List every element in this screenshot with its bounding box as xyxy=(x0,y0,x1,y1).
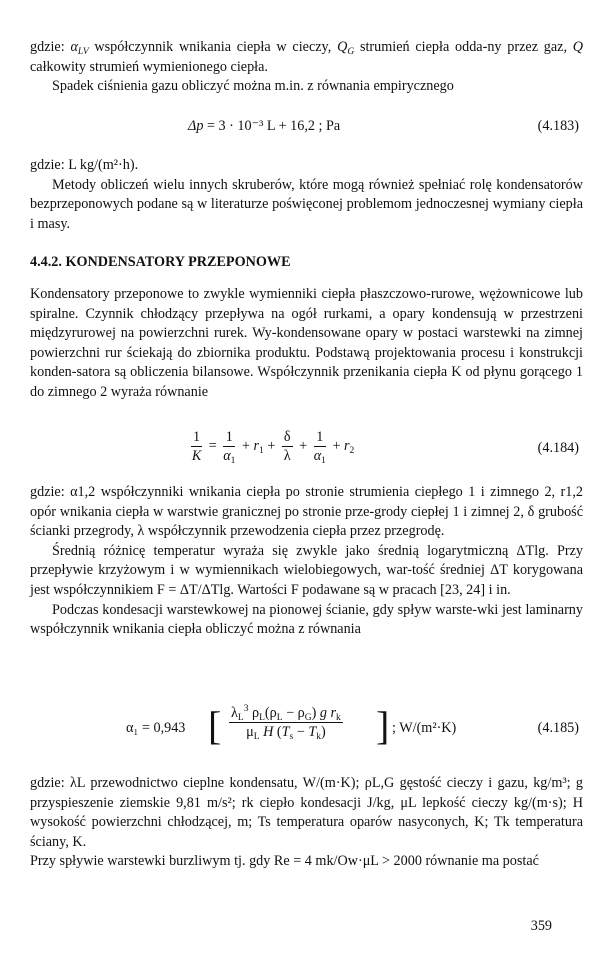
equation-4-183: Δp = 3 · 10⁻³ L + 16,2 ; Pa (4.183) xyxy=(188,118,579,134)
equation-4-184: $\frac{1}{K}$ = $\frac{1}{\alpha_1}$ + $r_1$ + $\frac{\delta}{\lambda}$ + $\frac{1}{\alpha_1}$ + $r_2$ (4.184) xyxy=(191,429,579,466)
page-number: 359 xyxy=(530,918,552,934)
paragraph-block-4 xyxy=(30,483,583,640)
equation-number: (4.185) xyxy=(537,720,579,736)
paragraph-turbulent: Przy spływie warstewki burzliwym tj. gdy Re = 4 mk/Ow·μL > 2000 równanie ma postać xyxy=(30,853,539,870)
equation-4-185: α₁ = 0,943 [ $\frac{\lambda_L^3 \rho_L(\rho_L - \rho_G) g r_k}{\mu_L H (T_s - T_k)}$ ] ; W/(m²·K) (4.185) xyxy=(126,703,579,748)
paragraph-definitions-lambda: gdzie: λL przewodnictwo cieplne kondensatu, W/(m·K); ρL,G gęstość cieczy i gazu, kg/m³; g przyspieszenie ziemskie 9,81 m/s²; rk ciepło kondesacji J/kg, μL lepkość cieczy kg/(m·s); H wysokość powierzchni chłodzącej, m; Ts temperatura oparów nasyconych, K; Tk temperatura ściany, K. xyxy=(30,775,583,850)
paragraph-block-1 xyxy=(30,38,583,97)
paragraph-condensation: Podczas kondesacji warstewkowej na pionowej ścianie, gdy spływ warste-wki jest laminarny współczynnik wnikania ciepła obliczyć można z równania xyxy=(30,601,583,638)
paragraph-definition-L: gdzie: L kg/(m²·h). xyxy=(30,157,139,173)
section-heading: 4.4.2. KONDENSATORY PRZEPONOWE xyxy=(30,254,291,270)
paragraph-block-5 xyxy=(30,774,583,872)
paragraph-block-3 xyxy=(30,285,583,403)
paragraph-block-2 xyxy=(30,156,583,234)
equation-number: (4.183) xyxy=(537,118,579,134)
equation-number: (4.184) xyxy=(537,440,579,456)
paragraph-methods: Metody obliczeń wielu innych skruberów, które mogą również spełniać rolę kondensatorów bezprzeponowych podane są w literaturze poświęconej problemom jednoczesnej wymiany ciepła i masy. xyxy=(30,176,583,232)
paragraph-definitions-1: gdzie: $\alpha_{LV}$ współczynnik wnikania ciepła w cieczy, $Q_G$ strumień ciepła odda-ny przez gaz, Q całkowity strumień wymienionego ciepła. xyxy=(30,39,584,75)
paragraph-condensers-intro: Kondensatory przeponowe to zwykle wymienniki ciepła płaszczowo-rurowe, wężownicowe lub spiralne. Czynnik chłodzący przepływa na ogół rurkami, a opary kondensują w przestrzeni międzyrurowej na powierzchni rurek. Wy-kondensowane opary w postaci warstewki na zimnej powierzchni rur ściekają do zbiornika produktu. Podstawą projektowania procesu i konstrukcji konden-satora są obliczenia bilansowe. Współczynnik przenikania ciepła K od płynu gorącego 1 do zimnego 2 wyraża równanie xyxy=(30,286,583,400)
paragraph-mean-temperature: Średnią różnicę temperatur wyraża się zwykle jako średnią logarytmiczną ΔTlg. Przy przepływie krzyżowym i w wymiennikach wielobiegowych, war-tość średniej ΔT korygowana jest współczynnikiem F = ΔT/ΔTlg. Wartości F podawane są w pracach [23, 24] i in. xyxy=(30,542,583,598)
paragraph-pressure-drop: Spadek ciśnienia gazu obliczyć można m.in. z równania empirycznego xyxy=(52,78,454,95)
paragraph-definitions-alpha: gdzie: α1,2 współczynniki wnikania ciepła po stronie strumienia ciepłego 1 i zimnego 2, r1,2 opór wnikania ciepła w warstwie granicznej po stronie prze-grody ciepłej 1 i zimnej 2, δ grubość ścianki przegrody, λ współczynnik przewodzenia ciepła przez przegrodę. xyxy=(30,484,583,540)
